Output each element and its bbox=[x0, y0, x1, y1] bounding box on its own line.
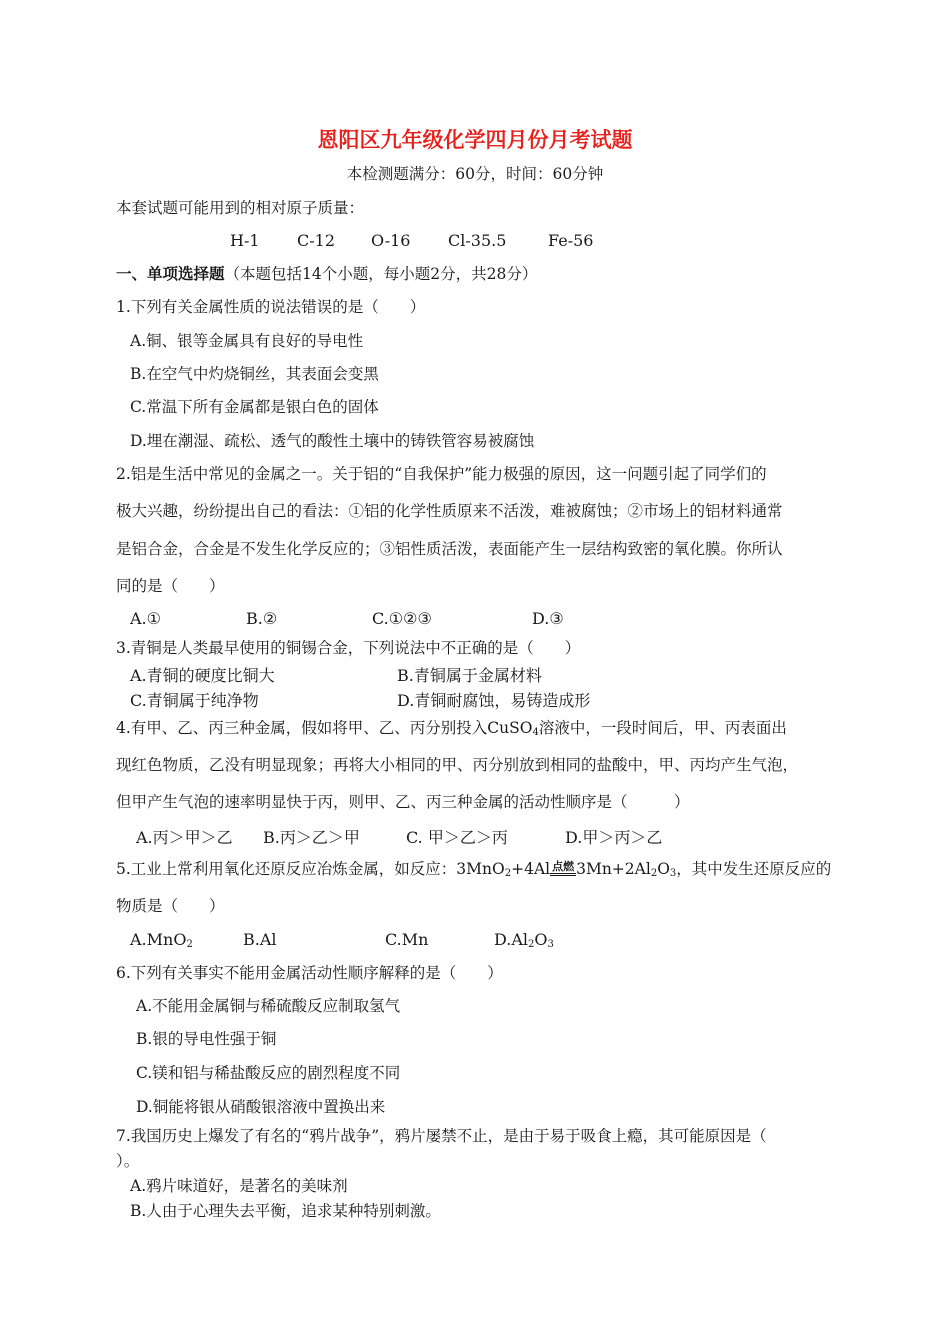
question-5-option-c: C.Mn bbox=[385, 930, 429, 949]
question-1-option-c: C.常温下所有金属都是银白色的固体 bbox=[130, 398, 379, 416]
question-2-line: 2.铝是生活中常见的金属之一。关于铝的“自我保护”能力极强的原因，这一问题引起了同学们的 bbox=[116, 465, 767, 483]
question-5-text: ，其中发生还原反应的 bbox=[676, 860, 832, 878]
subscript: 2 bbox=[650, 868, 658, 879]
question-7-option-b: B.人由于心理失去平衡，追求某种特别刺激。 bbox=[130, 1202, 441, 1220]
question-2-line: 极大兴趣，纷纷提出自己的看法：①铝的化学性质原来不活泼，难被腐蚀；②市场上的铝材料通常 bbox=[116, 502, 783, 520]
chem-formula: 3Mn+2Al bbox=[576, 860, 651, 878]
question-7-option-a: A.鸦片味道好，是著名的美味剂 bbox=[130, 1177, 348, 1195]
question-4-option-a: A.丙＞甲＞乙 bbox=[136, 828, 233, 847]
subscript: 2 bbox=[186, 939, 193, 950]
chem-formula: CuSO bbox=[487, 719, 533, 737]
question-3-options-row2 bbox=[0, 688, 950, 708]
reaction-condition: 点燃 bbox=[550, 861, 576, 876]
question-1-option-d: D.埋在潮湿、疏松、透气的酸性土壤中的铸铁管容易被腐蚀 bbox=[130, 432, 535, 450]
option-text: A.MnO bbox=[130, 930, 187, 949]
question-6-option-c: C.镁和铝与稀盐酸反应的剧烈程度不同 bbox=[136, 1064, 401, 1082]
question-7-line: ）。 bbox=[116, 1152, 140, 1170]
question-4-option-b: B.丙＞乙＞甲 bbox=[263, 828, 360, 847]
section-heading bbox=[116, 264, 537, 284]
question-2-options bbox=[0, 609, 950, 629]
subscript: 3 bbox=[669, 868, 677, 879]
exam-info: 本检测题满分：60分，时间：60分钟 bbox=[346, 165, 604, 183]
question-2-line: 同的是（ ） bbox=[116, 577, 225, 595]
question-3-option-d: D.青铜耐腐蚀，易铸造成形 bbox=[397, 691, 591, 710]
question-1-option-b: B.在空气中灼烧铜丝，其表面会变黑 bbox=[130, 365, 379, 383]
question-6-option-b: B.银的导电性强于铜 bbox=[136, 1030, 277, 1048]
section-note: （本题包括14个小题，每小题2分，共28分） bbox=[224, 265, 538, 283]
atomic-mass-item: Cl-35.5 bbox=[448, 231, 507, 250]
atomic-mass-item: O-16 bbox=[371, 231, 411, 250]
question-5-option-b: B.Al bbox=[243, 930, 277, 949]
atomic-mass-list bbox=[0, 231, 950, 251]
question-3-option-c: C.青铜属于纯净物 bbox=[130, 691, 259, 710]
question-4-line bbox=[116, 718, 787, 738]
question-5-line bbox=[116, 859, 831, 879]
question-4-text: 溶液中，一段时间后，甲、丙表面出 bbox=[538, 719, 787, 737]
subscript: 3 bbox=[547, 939, 554, 950]
option-text: O bbox=[534, 930, 548, 949]
atomic-mass-item: C-12 bbox=[297, 231, 336, 250]
question-5-option-d bbox=[494, 930, 554, 949]
question-2-option-c: C.①②③ bbox=[372, 609, 432, 628]
option-text: D.Al bbox=[494, 930, 529, 949]
atomic-mass-intro: 本套试题可能用到的相对原子质量： bbox=[116, 199, 365, 217]
question-5-option-a bbox=[130, 930, 193, 949]
question-2-option-b: B.② bbox=[246, 609, 278, 628]
atomic-mass-item: H-1 bbox=[230, 231, 260, 250]
page-title: 恩阳区九年级化学四月份月考试题 bbox=[317, 127, 633, 152]
chem-formula: +4Al bbox=[511, 860, 551, 878]
atomic-mass-item: Fe-56 bbox=[548, 231, 594, 250]
question-5-line: 物质是（ ） bbox=[116, 897, 225, 915]
question-3-option-b: B.青铜属于金属材料 bbox=[397, 666, 542, 685]
question-2-option-a: A.① bbox=[130, 609, 161, 628]
question-4-text: 4.有甲、乙、丙三种金属，假如将甲、乙、丙分别投入 bbox=[116, 719, 488, 737]
question-4-option-d: D.甲＞丙＞乙 bbox=[565, 828, 663, 847]
question-6-option-d: D.铜能将银从硝酸银溶液中置换出来 bbox=[136, 1098, 386, 1116]
question-6-stem: 6.下列有关事实不能用金属活动性顺序解释的是（ ） bbox=[116, 964, 503, 982]
question-4-option-c: C. 甲＞乙＞丙 bbox=[406, 828, 508, 847]
subscript: 2 bbox=[504, 868, 512, 879]
question-5-text: 5.工业上常利用氧化还原反应冶炼金属，如反应：3MnO bbox=[116, 860, 505, 878]
question-7-line: 7.我国历史上爆发了有名的“鸦片战争”，鸦片屡禁不止，是由于易于吸食上瘾，其可能原因是（ bbox=[116, 1127, 767, 1145]
chem-formula: O bbox=[657, 860, 670, 878]
section-title: 一、单项选择题 bbox=[116, 264, 225, 283]
question-6-option-a: A.不能用金属铜与稀硫酸反应制取氢气 bbox=[136, 997, 401, 1015]
question-2-line: 是铝合金，合金是不发生化学反应的；③铝性质活泼，表面能产生一层结构致密的氧化膜。你所认 bbox=[116, 540, 783, 558]
question-3-options-row1 bbox=[0, 663, 950, 683]
question-1-option-a: A.铜、银等金属具有良好的导电性 bbox=[130, 332, 364, 350]
question-4-line: 现红色物质，乙没有明显现象；再将大小相同的甲、丙分别放到相同的盐酸中，甲、丙均产生气泡， bbox=[116, 756, 799, 774]
subscript: 4 bbox=[532, 727, 539, 738]
question-5-options bbox=[0, 930, 950, 950]
subscript: 2 bbox=[528, 939, 535, 950]
question-4-options bbox=[0, 825, 950, 845]
question-1-stem: 1.下列有关金属性质的说法错误的是（ ） bbox=[116, 298, 426, 316]
question-2-option-d: D.③ bbox=[532, 609, 564, 628]
question-3-stem: 3.青铜是人类最早使用的铜锡合金，下列说法中不正确的是（ ） bbox=[116, 639, 581, 657]
question-3-option-a: A.青铜的硬度比铜大 bbox=[130, 666, 275, 685]
question-4-line: 但甲产生气泡的速率明显快于丙，则甲、乙、丙三种金属的活动性顺序是（ ） bbox=[116, 793, 690, 811]
